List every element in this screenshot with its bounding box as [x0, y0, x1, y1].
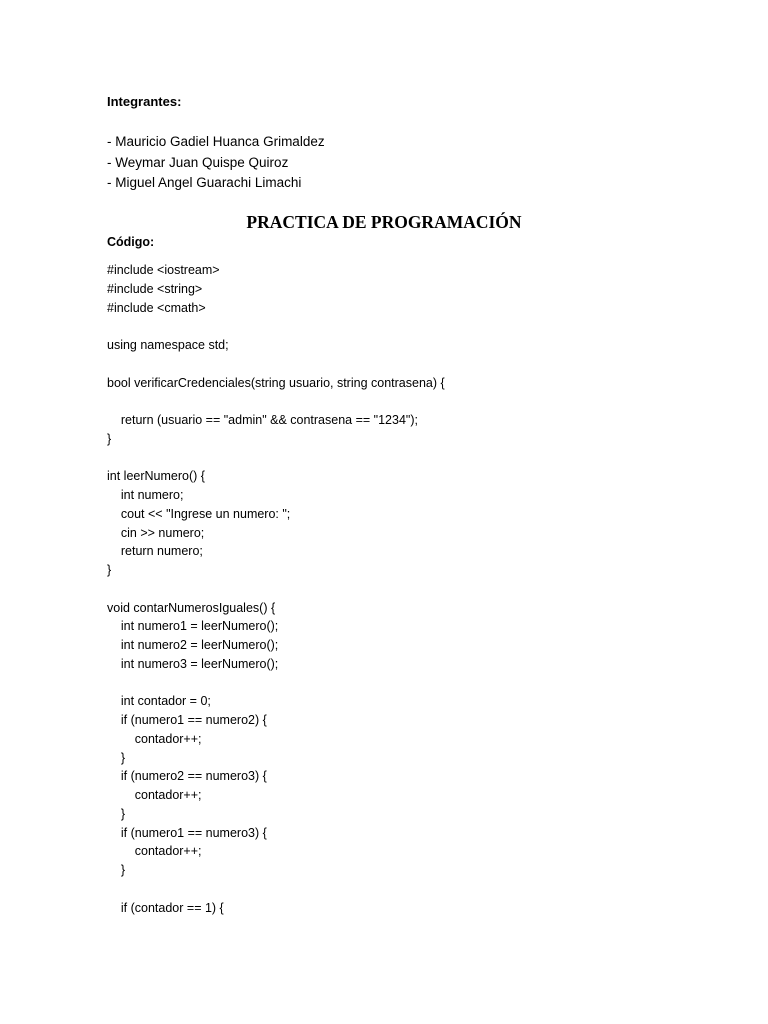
- code-line: using namespace std;: [107, 338, 229, 352]
- code-line: contador++;: [107, 731, 202, 746]
- code-line: int numero;: [107, 488, 184, 502]
- code-line: }: [107, 431, 112, 446]
- code-line: void contarNumerosIguales() {: [107, 600, 276, 615]
- code-line: if (numero2 == numero3) {: [107, 769, 267, 784]
- code-line: }: [107, 750, 126, 765]
- code-line: int numero1 = leerNumero();: [107, 619, 279, 634]
- code-line: [107, 580, 445, 599]
- member-item: - Mauricio Gadiel Huanca Grimaldez: [107, 134, 325, 149]
- members-list: [107, 132, 325, 194]
- code-block: [107, 261, 445, 917]
- code-line: int contador = 0;: [107, 694, 211, 709]
- code-line: [107, 449, 445, 468]
- code-line: [107, 674, 445, 693]
- code-line: contador++;: [107, 844, 202, 859]
- code-line: contador++;: [107, 788, 202, 802]
- member-item: - Weymar Juan Quispe Quiroz: [107, 154, 289, 170]
- member-item: - Miguel Angel Guarachi Limachi: [107, 175, 302, 190]
- code-line: }: [107, 863, 126, 877]
- code-line: #include <string>: [107, 281, 203, 296]
- code-line: [107, 355, 445, 374]
- code-label: Código:: [107, 235, 155, 249]
- document-title: PRACTICA DE PROGRAMACIÓN: [246, 212, 522, 232]
- code-line: cin >> numero;: [107, 525, 205, 540]
- code-line: if (numero1 == numero3) {: [107, 825, 267, 840]
- code-line: return (usuario == "admin" && contrasena == "1234");: [107, 413, 418, 427]
- code-line: [107, 392, 445, 411]
- code-line: cout << "Ingrese un numero: ";: [107, 506, 291, 521]
- code-line: if (numero1 == numero2) {: [107, 713, 267, 727]
- code-line: if (contador == 1) {: [107, 900, 224, 915]
- code-line: }: [107, 563, 112, 577]
- code-line: #include <cmath>: [107, 300, 206, 315]
- code-line: return numero;: [107, 544, 203, 559]
- code-line: int numero2 = leerNumero();: [107, 638, 279, 652]
- code-line: [107, 880, 445, 899]
- members-heading: Integrantes:: [107, 94, 182, 109]
- code-line: [107, 317, 445, 336]
- code-line: bool verificarCredenciales(string usuario, string contrasena) {: [107, 375, 445, 390]
- code-line: int leerNumero() {: [107, 469, 205, 484]
- code-line: int numero3 = leerNumero();: [107, 656, 279, 671]
- code-line: #include <iostream>: [107, 263, 220, 277]
- code-line: }: [107, 806, 126, 821]
